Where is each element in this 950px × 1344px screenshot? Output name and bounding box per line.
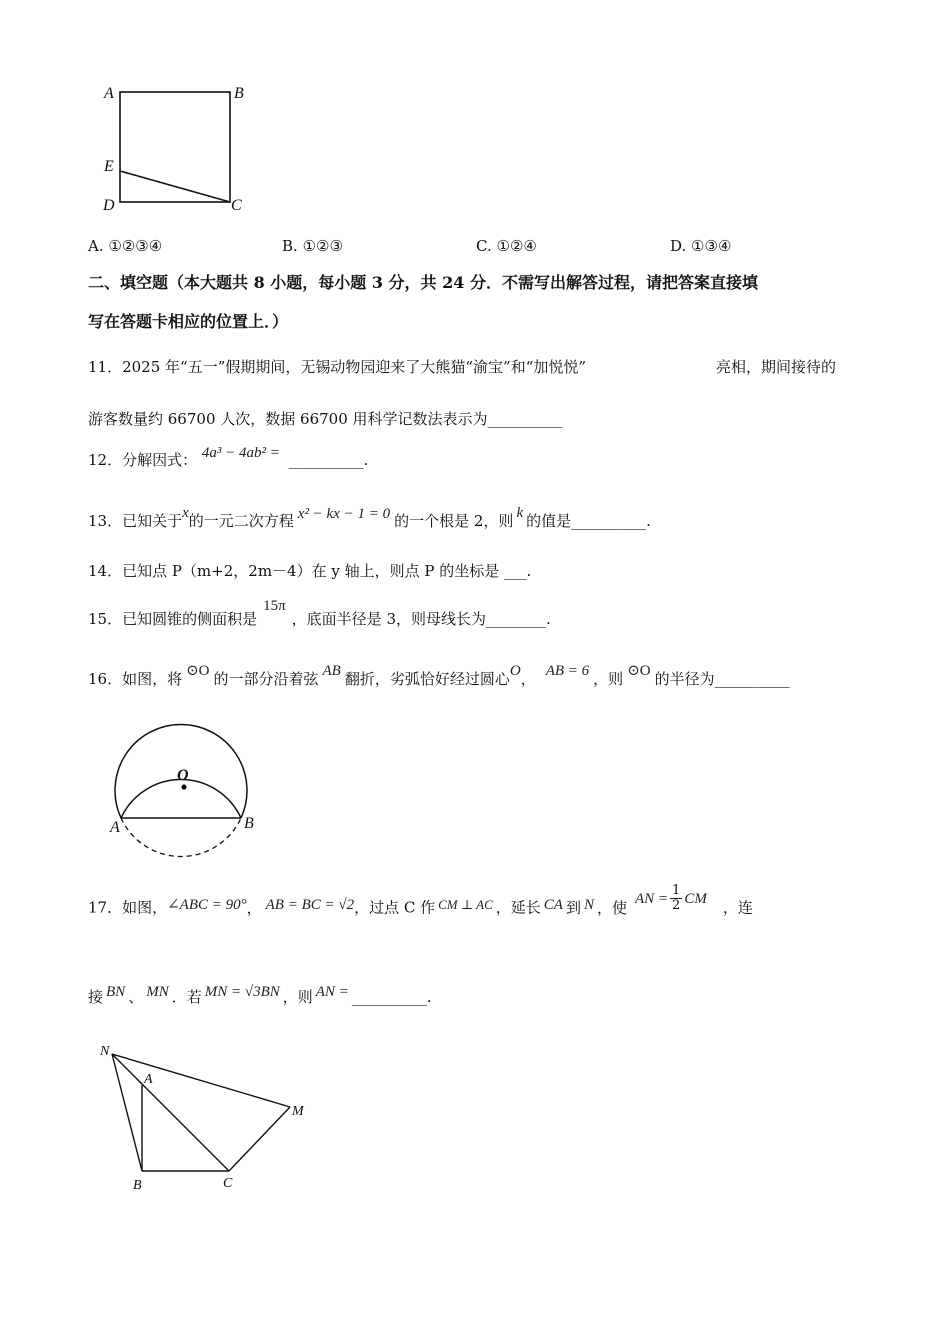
q13-p3: 的一个根是 2，则 (394, 512, 514, 530)
option-c-text: ①②④ (496, 237, 537, 255)
label-a: A (144, 1072, 153, 1087)
option-c (476, 236, 537, 256)
q16-ab-eq: AB = 6 (545, 663, 590, 679)
option-b-letter: B. (282, 237, 298, 255)
q16-chord: AB (322, 663, 341, 679)
q11-line1b: 亮相，期间接待的 (716, 358, 837, 376)
q17-l2-3: ．若 (171, 988, 202, 1006)
q16-p1: 16．如图，将 (88, 670, 183, 688)
option-b (282, 236, 343, 256)
option-d-text: ①③④ (691, 237, 732, 255)
q17-line2 (88, 984, 432, 1008)
q13-p2: 的一元二次方程 (188, 512, 294, 530)
q17-fraction (670, 884, 682, 913)
q17-an-ask: AN = (315, 984, 349, 1000)
dashed-minor-arc (121, 818, 241, 857)
q17-l2-2: 、 (128, 988, 144, 1006)
q16-p3: 翻折，劣弧恰好经过圆心 (344, 670, 510, 688)
option-d-letter: D. (670, 237, 687, 255)
label-d: D (103, 197, 115, 214)
square-figure (95, 80, 255, 220)
label-a: A (110, 819, 120, 836)
q15-p2: ，底面半径是 3，则母线长为________. (291, 610, 551, 628)
label-o: O (177, 767, 189, 784)
option-a (88, 236, 162, 256)
q16-p6: 的半径为__________ (654, 670, 790, 688)
q17-line1 (88, 883, 753, 923)
q17-frac-den: 2 (672, 898, 681, 913)
q12-suffix: __________. (288, 451, 369, 469)
option-c-letter: C. (476, 237, 492, 255)
q16-p5: ，则 (593, 670, 624, 688)
q13-p1: 13．已知关于 (88, 512, 183, 530)
label-m: M (292, 1104, 304, 1119)
q15-area: 15π (263, 598, 286, 614)
label-b: B (244, 815, 254, 832)
label-e: E (104, 158, 114, 175)
q16-circle: ⊙O (186, 663, 210, 679)
q16-circle2: ⊙O (627, 663, 651, 679)
segment-nb (112, 1054, 142, 1171)
section-heading-line1: 二、填空题（本大题共 8 小题，每小题 3 分，共 24 分．不需写出解答过程，请把答案直接填 (88, 273, 758, 292)
label-n: N (100, 1044, 110, 1059)
option-a-letter: A. (88, 237, 104, 255)
q15 (88, 598, 551, 630)
segment-mc (229, 1107, 290, 1171)
q16-p4: ， (520, 670, 536, 688)
q17-angle: ∠ABC = 90° (167, 896, 247, 913)
label-b: B (234, 85, 244, 102)
q17-frac-num: 1 (672, 883, 681, 898)
q14: 14．已知点 P（m+2，2m－4）在 y 轴上，则点 P 的坐标是 ___. (88, 562, 532, 580)
label-a: A (104, 85, 114, 102)
label-c: C (223, 1176, 233, 1191)
q12-expr: 4a³ − 4ab² = (201, 445, 280, 461)
option-a-text: ①②③④ (108, 237, 163, 255)
square-abcd (120, 92, 230, 202)
q17-p7: ，连 (722, 898, 753, 917)
q13-var-k: k (516, 505, 524, 521)
q17-l2-5: __________. (351, 988, 432, 1006)
label-b: B (133, 1178, 142, 1193)
q17-p2: ， (246, 898, 262, 917)
q12 (88, 445, 369, 471)
q17-cm: CM (684, 890, 707, 907)
q17-bn: BN (106, 984, 126, 1000)
q17-p1: 17．如图， (88, 898, 168, 917)
folded-arc (121, 779, 241, 818)
q17-an-eq: AN = (634, 890, 669, 907)
q17-ca: CA (543, 896, 563, 913)
q13 (88, 505, 651, 532)
circle-figure (100, 710, 270, 860)
q17-perp: CM ⊥ AC (438, 896, 493, 912)
q17-l2-1: 接 (88, 988, 104, 1006)
center-point (181, 784, 186, 789)
triangle-figure (95, 1035, 325, 1195)
q12-prefix: 12．分解因式： (88, 451, 198, 469)
segment-ec (120, 171, 230, 202)
option-b-text: ①②③ (302, 237, 343, 255)
q13-var-x: x (182, 505, 189, 521)
q16-p2: 的一部分沿着弦 (213, 670, 319, 688)
q17-p6: ，使 (596, 898, 627, 917)
q11-line1a: 11．2025 年“五一”假期期间，无锡动物园迎来了大熊猫“渝宝”和“加悦悦” (88, 358, 587, 376)
q16-center: O (509, 663, 521, 679)
q17-n: N (583, 896, 594, 913)
q17-p3: ，过点 C 作 (354, 898, 436, 917)
q17-ab-bc: AB = BC = √2 (265, 896, 355, 913)
q16 (88, 663, 790, 690)
q17-mn-eq: MN = √3BN (204, 984, 280, 1000)
q15-p1: 15．已知圆锥的侧面积是 (88, 610, 258, 628)
q13-equation: x² − kx − 1 = 0 (297, 506, 391, 522)
q17-p4: ，延长 (495, 898, 541, 917)
q13-p4: 的值是__________. (526, 512, 651, 530)
q17-l2-4: ，则 (282, 988, 313, 1006)
q17-p5: 到 (565, 898, 581, 917)
label-c: C (231, 197, 242, 214)
q11-line2: 游客数量约 66700 人次，数据 66700 用科学记数法表示为__________ (88, 410, 563, 428)
q17-mn: MN (146, 984, 169, 1000)
section-heading-line2: 写在答题卡相应的位置上．） (88, 312, 289, 331)
option-d (670, 236, 731, 256)
